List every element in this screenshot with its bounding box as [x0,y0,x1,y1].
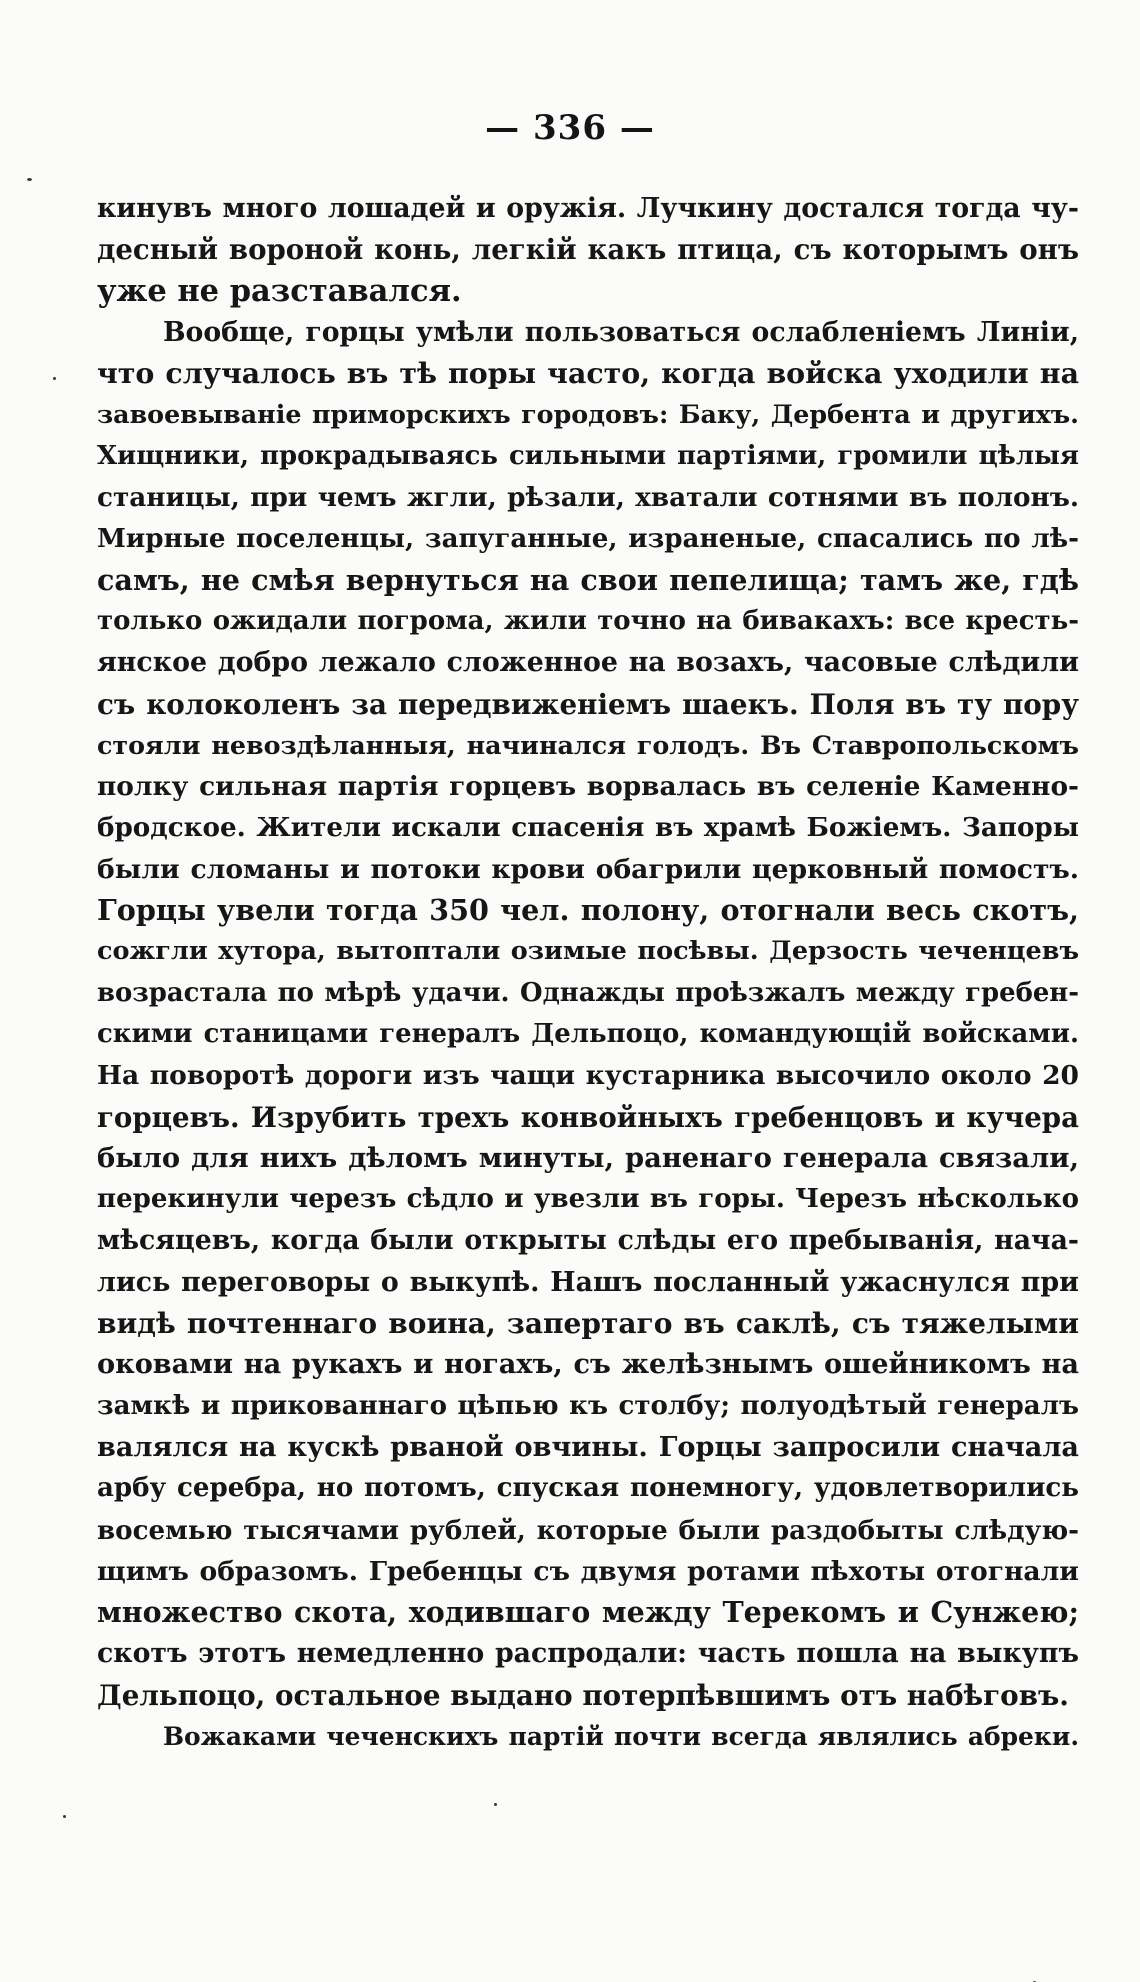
text-line: уже не разставался. [97,272,462,309]
text-line: арбу серебра, но потомъ, спуская понемногу, удовлетворились [97,1473,1079,1504]
text-line: скотъ этотъ немедленно распродали: часть пошла на выкупъ [97,1638,1079,1670]
text-line: возрастала по мѣрѣ удачи. Однажды проѣзжалъ между гребен- [97,977,1079,1008]
text-line: было для нихъ дѣломъ минуты, раненаго генерала связали, [97,1141,1079,1174]
text-line: восемью тысячами рублей, которые были раздобыты слѣдую- [97,1514,1079,1546]
text-line: десный вороной конь, легкій какъ птица, съ которымъ онъ [97,233,1079,267]
text-line: видѣ почтеннаго воина, запертаго въ саклѣ, съ тяжелыми [97,1307,1079,1341]
text-line: оковами на рукахъ и ногахъ, съ желѣзнымъ ошейникомъ на [97,1349,1079,1381]
text-line: сожгли хутора, вытоптали озимые посѣвы. Дерзость чеченцевъ [97,936,1079,967]
text-line: мѣсяцевъ, когда были открыты слѣды его пребыванія, нача- [97,1225,1079,1257]
text-line: множество скота, ходившаго между Терекомъ и Сунжею; [97,1595,1079,1630]
text-line: валялся на кускѣ рваной овчины. Горцы запросили сначала [97,1431,1079,1463]
text-line: Мирные поселенцы, запуганные, израненые, спасались по лѣ- [97,523,1079,555]
text-line: завоевываніе приморскихъ городовъ: Баку, Дербента и другихъ. [97,399,1079,430]
text-line: кинувъ много лошадей и оружія. Лучкину достался тогда чу- [97,193,1079,224]
text-line: Горцы увели тогда 350 чел. полону, отогнали весь скотъ, [97,893,1079,928]
page-number: — 336 — [485,108,655,148]
text-line: полку сильная партія горцевъ ворвалась въ селеніе Каменно- [97,771,1079,803]
text-line: лись переговоры о выкупѣ. Нашъ посланный ужаснулся при [97,1266,1079,1298]
text-line: замкѣ и прикованнаго цѣпью къ столбу; полуодѣтый генералъ [97,1390,1079,1421]
scan-speck [27,178,32,181]
text-line: станицы, при чемъ жгли, рѣзали, хватали сотнями въ полонъ. [97,482,1079,514]
text-line: только ожидали погрома, жили точно на бивакахъ: все кресть- [97,605,1079,636]
scan-speck [494,1803,497,1806]
text-line: самъ, не смѣя вернуться на свои пепелища; тамъ же, гдѣ [97,562,1079,597]
text-line: На поворотѣ дороги изъ чащи кустарника высочило около 20 [97,1060,1079,1092]
text-line: съ колоколенъ за передвиженіемъ шаекъ. Поля въ ту пору [97,687,1079,721]
text-line: янское добро лежало сложенное на возахъ, часовые слѣдили [97,647,1079,679]
text-line: Дельпоцо, остальное выдано потерпѣвшимъ отъ набѣговъ. [97,1678,1069,1712]
text-line: скими станицами генералъ Дельпоцо, командующій войсками. [97,1018,1079,1049]
body-text [97,188,1079,1757]
text-line: Вожаками чеченскихъ партій почти всегда являлись абреки. [163,1721,1079,1751]
text-line: стояли невоздѣланныя, начинался голодъ. Въ Ставропольскомъ [97,729,1079,760]
text-line: щимъ образомъ. Гребенцы съ двумя ротами пѣхоты отогнали [97,1555,1079,1587]
text-line: Хищники, прокрадываясь сильными партіями, громили цѣлыя [97,440,1079,471]
scan-speck [63,1815,66,1818]
text-line: горцевъ. Изрубить трехъ конвойныхъ гребенцовъ и кучера [97,1100,1079,1134]
text-line: Вообще, горцы умѣли пользоваться ослабленіемъ Линіи, [163,316,1079,348]
text-line: перекинули черезъ сѣдло и увезли въ горы. Черезъ нѣсколько [97,1184,1079,1215]
text-line: были сломаны и потоки крови обагрили церковный помостъ. [97,853,1079,885]
text-line: бродское. Жители искали спасенія въ храмѣ Божіемъ. Запоры [97,812,1079,844]
text-line: что случалось въ тѣ поры часто, когда войска уходили на [97,356,1079,391]
scan-speck [53,377,56,380]
